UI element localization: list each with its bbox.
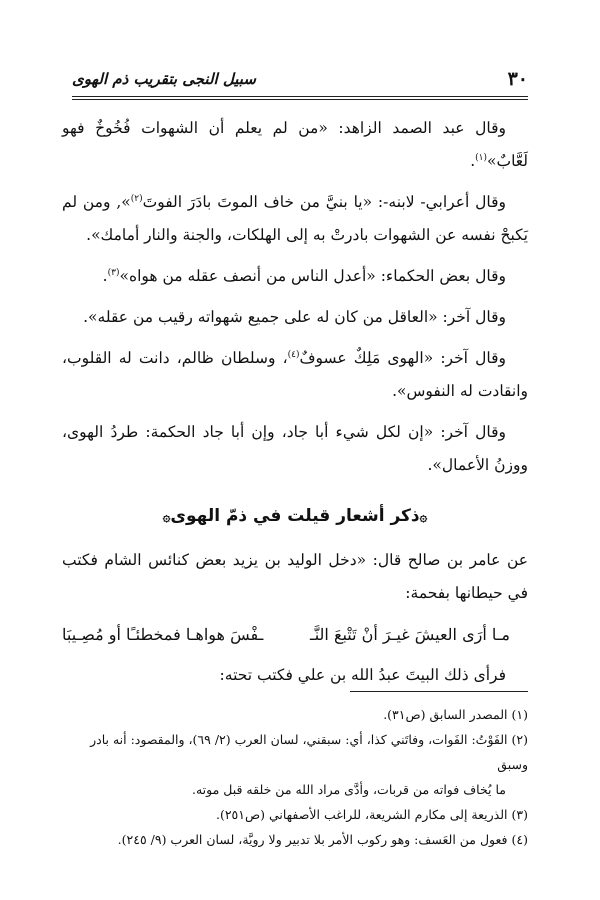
main-text (62, 112, 528, 700)
book-title: سبيل النجى بتقريب ذم الهوى (72, 70, 256, 88)
footnote: (٤) فعول من العَسف: وهو ركوب الأمر بلا تدبير ولا رويَّة، لسان العرب (٩/ ٢٤٥). (117, 832, 528, 847)
footnote: (١) المصدر السابق (ص٣١). (383, 707, 528, 722)
verse-second-hemistich: ـفْسَ هواهـا فمخطئـًا أو مُصِـيبَا (62, 625, 264, 644)
footnote-ref: (١) (475, 152, 487, 163)
footnote-divider (350, 691, 528, 692)
page-number: ٣٠ (507, 68, 528, 90)
footnote-continuation: ما يُخاف فواته من قربات، وأدَّى مراد الله من خلقه قبل موته. (191, 782, 506, 797)
footnote-ref: (٤) (287, 349, 300, 360)
section-heading: ۞ذكر أشعار قيلت في ذمّ الهوى۞ (162, 506, 428, 526)
ornament-icon: ۞ (419, 510, 428, 525)
paragraph: وقال آخر: «إن لكل شيء أبا جاد، وإن أبا جاد الحكمة: طردُ الهوى، ووزنُ الأعمال». (62, 423, 528, 474)
ornament-icon: ۞ (162, 510, 171, 525)
paragraph: وقال أعرابي- لابنه-: «يا بنيَّ من خاف الموتَ بادَرَ الفوتَ$^{(٢)}$», ومن لم يَكبحْ نفسه عن الشهوات بادرتْ به إلى الهلكات، والجنة والنار أمامك». (62, 193, 528, 244)
header-rule (72, 96, 528, 97)
footnote: (٣) الذريعة إلى مكارم الشريعة، للراغب الأصفهاني (ص٢٥١). (215, 807, 528, 822)
page-header (72, 68, 528, 102)
paragraph: فرأى ذلك البيتَ عبدُ الله بن علي فكتب تحته: (219, 666, 506, 684)
verse-first-hemistich: مـا أرَى العيشَ غيـرَ أنْ تَتْبعَ النَّـ (310, 625, 510, 644)
footnotes (62, 702, 528, 852)
poem-verse (62, 618, 510, 651)
paragraph: وقال عبد الصمد الزاهد: «من لم يعلم أن الشهوات فُخُوخٌ فهو لَعَّابٌ»$^{(١)}$. (62, 119, 528, 170)
header-rule-thin (72, 99, 528, 100)
paragraph: وقال آخر: «العاقل من كان له على جميع شهواته رقيب من عقله». (83, 308, 506, 326)
paragraph: وقال آخر: «الهوى مَلِكٌ عسوفٌ$^{(٤)}$، وسلطان ظالم، دانت له القلوب، وانقادت له النفوس». (62, 349, 528, 400)
footnote: (٢) الفَوْتُ: الفَوات، وفاتَني كذا، أي: سبقني، لسان العرب (٢/ ٦٩)، والمقصود: أنه بادر وسبق (90, 732, 528, 772)
footnote-ref: (٣) (107, 267, 120, 278)
paragraph: عن عامر بن صالح قال: «دخل الوليد بن يزيد بعض كنائس الشام فكتب في حيطانها بفحمة: (62, 551, 528, 602)
paragraph: وقال بعض الحكماء: «أعدل الناس من أنصف عقله من هواه»$^{(٣)}$. (102, 267, 506, 285)
footnote-ref: (٢) (130, 193, 143, 204)
